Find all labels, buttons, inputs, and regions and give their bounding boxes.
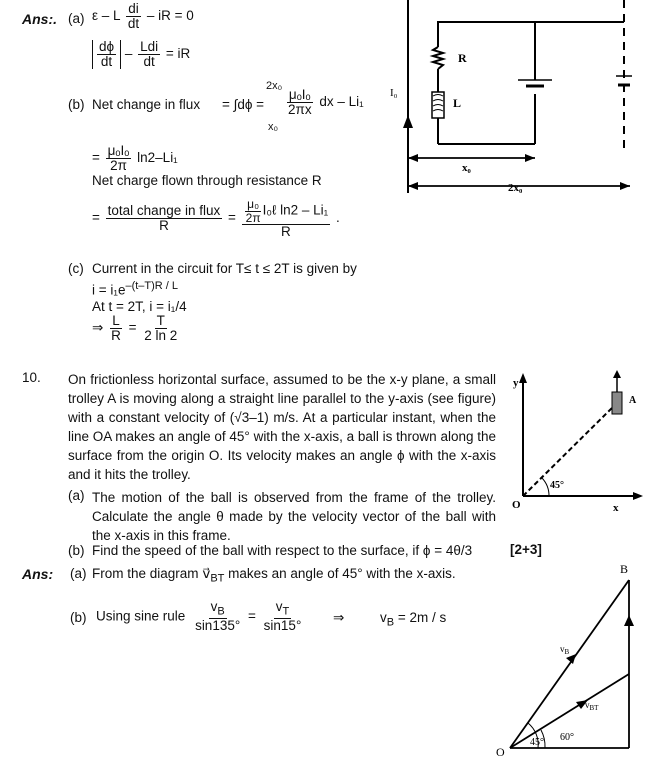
part-a-label: (a) xyxy=(68,11,85,26)
ans10-a-text-2: makes an angle of 45° with the x-axis. xyxy=(228,566,456,581)
frac2-den: 2 ln 2 xyxy=(144,328,178,344)
res-eq: = xyxy=(92,150,100,166)
eq1-rhs: – iR = 0 xyxy=(146,8,194,24)
charge-equation xyxy=(92,198,340,239)
2x0-left-arrowhead-icon xyxy=(408,182,418,190)
label-L: L xyxy=(453,96,462,110)
2x0-right-arrowhead-icon xyxy=(620,182,630,190)
q-num: total change in flux xyxy=(107,203,221,218)
angle-45-label: 45° xyxy=(530,737,544,748)
vector-triangle-figure xyxy=(490,560,650,767)
trolley-figure xyxy=(505,368,645,518)
label-R: R xyxy=(458,51,467,65)
vb-result xyxy=(380,610,446,629)
angle-60-label: 60° xyxy=(560,732,574,743)
part-c-eq1-base: i = i₁e xyxy=(92,282,126,298)
label-vB-v: v xyxy=(560,644,565,654)
q-den: R xyxy=(159,218,169,234)
f2-num-sub: T xyxy=(282,605,290,618)
eq1-num: di xyxy=(128,1,139,16)
sub-b-text: Find the speed of the ball with respect to the surface, if ϕ = 4θ/3 xyxy=(92,543,473,558)
vb-line xyxy=(510,580,629,748)
q-num2-top: μ₀ xyxy=(247,197,260,211)
marks: [2+3] xyxy=(510,542,542,557)
implies-symbol: ⇒ xyxy=(92,320,104,336)
label-I0: I₀ xyxy=(390,87,398,99)
part-b-eq-mid: = ∫dϕ = xyxy=(222,97,265,112)
q-num2-bot: 2π xyxy=(245,210,261,225)
vbt-vector xyxy=(202,566,225,585)
charge-text: Net charge flown through resistance R xyxy=(92,173,322,188)
question-number: 10. xyxy=(22,370,41,385)
current-arrow-icon xyxy=(403,115,413,128)
y-axis-arrowhead-icon xyxy=(519,373,527,383)
frac1-num: L xyxy=(112,313,120,328)
part-c-label: (c) xyxy=(68,261,84,276)
integrand-fraction xyxy=(286,88,314,117)
label-2x0: 2x₀ xyxy=(508,182,523,194)
label-vB-sub: B xyxy=(564,648,570,656)
lower-limit: x₀ xyxy=(268,121,279,133)
f1-num-sub: B xyxy=(217,605,225,618)
fig10-label-x: x xyxy=(613,502,619,514)
line-OA xyxy=(523,403,617,496)
vbt-vector-symbol: v⃗ xyxy=(202,566,211,581)
x0-right-arrowhead-icon xyxy=(525,154,535,162)
part-b-integrand xyxy=(284,88,364,117)
q-den2: R xyxy=(281,224,291,240)
int-den: 2πx xyxy=(288,102,312,118)
label-vB xyxy=(560,644,570,656)
label-O: O xyxy=(496,745,505,759)
ans10-a-text xyxy=(92,566,456,585)
angle-arc xyxy=(542,478,549,496)
sine-rule-text: Using sine rule xyxy=(96,608,186,624)
f2-num-v: v xyxy=(275,599,283,614)
implies-arrow: ⇒ xyxy=(333,610,345,625)
circuit-diagram xyxy=(380,0,645,205)
ans10-b-label: (b) xyxy=(70,610,87,625)
sub-b-label: (b) xyxy=(68,543,85,558)
f1-den: sin135° xyxy=(195,618,241,634)
vb-result-tail: = 2m / s xyxy=(397,610,447,625)
q-eq-2: = xyxy=(228,210,236,226)
fig10-label-y: y xyxy=(513,377,519,389)
label-vBT-v: v xyxy=(585,700,590,710)
int-tail: dx – Li₁ xyxy=(319,94,364,110)
label-x0: x₀ xyxy=(462,162,471,174)
answer-10-label: Ans: xyxy=(22,566,54,582)
f2-num xyxy=(274,600,291,619)
mu-over-2pi xyxy=(244,198,263,224)
part-c-eq3 xyxy=(92,314,181,343)
charge-fraction-1 xyxy=(106,204,223,233)
vb-result-sub: B xyxy=(386,616,395,629)
question-text: On frictionless horizontal surface, assumed to be the x-y plane, a small trolley A is moving along a straight line parallel to the y-axis (see figure) with a constant velocity of (√3–1) m/s. At a particular instant, when the line OA makes an angle of 45° with the x-axis, a ball is thrown along the surface from the origin O. Its velocity makes an angle ϕ with the x-axis and it hits the trolley. xyxy=(68,372,496,482)
l-over-r xyxy=(109,314,123,343)
eq2-den1: dt xyxy=(100,54,113,70)
f1-num xyxy=(209,600,227,619)
vt-fraction xyxy=(262,600,304,633)
answer-label: Ans:. xyxy=(22,11,57,27)
eq2-minus: – xyxy=(124,46,133,62)
upper-limit: 2x₀ xyxy=(266,80,283,92)
ldi-dt-fraction xyxy=(138,40,160,69)
res-tail: ln2–Li₁ xyxy=(137,150,178,166)
trolley-velocity-arrowhead-icon xyxy=(613,370,621,378)
int-num: μₒIₒ xyxy=(288,87,311,102)
x0-left-arrowhead-icon xyxy=(408,154,418,162)
sub-a-text: The motion of the ball is observed from the frame of the trolley. Calculate the angle θ made by the velocity vector of the ball with the x-axis in this frame. xyxy=(92,490,496,543)
res-num: μₒIₒ xyxy=(107,143,130,158)
q-num2 xyxy=(242,198,331,225)
part-a-equation-1 xyxy=(92,2,194,31)
ans10-a-label: (a) xyxy=(70,566,87,581)
trolley-icon xyxy=(612,392,622,414)
q-eq-1: = xyxy=(92,210,100,226)
label-vBT-sub: BT xyxy=(589,704,599,712)
x-axis-arrowhead-icon xyxy=(633,492,643,500)
part-c-text: Current in the circuit for T≤ t ≤ 2T is given by xyxy=(92,261,357,276)
result-fraction xyxy=(106,144,132,173)
frac2-num: T xyxy=(156,313,165,328)
dphi-dt-fraction xyxy=(97,40,116,69)
part-c-eq: = xyxy=(128,320,137,336)
f2-den: sin15° xyxy=(263,618,302,634)
eq2-den2: dt xyxy=(143,54,155,70)
part-b-label: (b) xyxy=(68,97,85,112)
sub-a-label: (a) xyxy=(68,488,85,503)
eq2-num2: Ldi xyxy=(140,39,159,54)
ans10-a-text-1: From the diagram xyxy=(92,566,199,581)
part-b-result xyxy=(92,144,178,173)
res-den: 2π xyxy=(110,158,127,174)
eq1-lhs: ε – L xyxy=(92,8,121,24)
f1-num-v: v xyxy=(210,599,218,614)
di-dt-fraction xyxy=(126,2,141,31)
label-B: B xyxy=(620,562,629,576)
q-num2-tail: I₀ℓ ln2 – Li₁ xyxy=(262,202,329,218)
eq2-num1: dϕ xyxy=(99,39,115,54)
fig10-label-O: O xyxy=(512,499,521,511)
vbt-vector-sub: BT xyxy=(210,572,225,585)
fig10-label-A: A xyxy=(629,395,637,406)
sine-eq: = xyxy=(248,608,256,624)
loop-left-top xyxy=(438,22,624,144)
part-c-eq1 xyxy=(92,280,178,298)
eq1-den: dt xyxy=(127,16,140,32)
q-dot: . xyxy=(335,210,340,226)
frac1-den: R xyxy=(111,328,121,344)
eq2-rhs: = iR xyxy=(165,46,191,62)
vb-fraction xyxy=(193,600,242,633)
part-b-text: Net change in flux xyxy=(92,97,201,112)
part-a-equation-2 xyxy=(92,40,190,69)
vb-result-v: v xyxy=(380,610,387,625)
vt-arrowhead-icon xyxy=(624,615,634,626)
fig10-angle: 45° xyxy=(550,480,564,491)
charge-fraction-2 xyxy=(242,198,331,239)
part-c-eq2: At t = 2T, i = i₁/4 xyxy=(92,299,187,314)
label-vBT xyxy=(585,700,599,712)
t-over-2ln2 xyxy=(142,314,179,343)
sine-rule-equation xyxy=(96,600,305,633)
part-c-eq1-exp: –(t–T)R / L xyxy=(125,280,179,292)
